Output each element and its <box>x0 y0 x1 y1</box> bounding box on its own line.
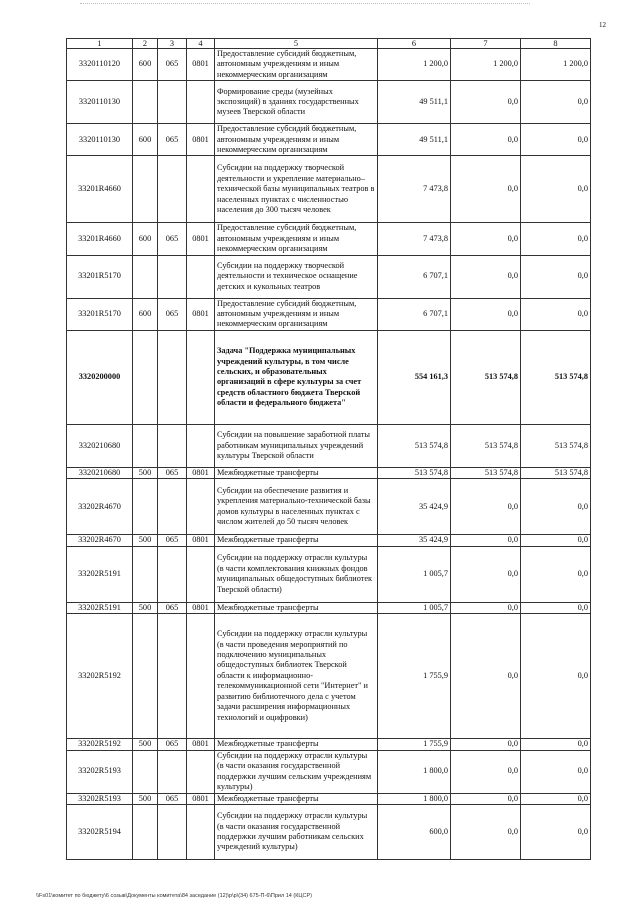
table-row <box>67 614 591 739</box>
table-row <box>67 479 591 535</box>
row-col-4 <box>187 546 215 602</box>
row-code: 33201R5170 <box>67 255 133 298</box>
row-value-col-8: 0,0 <box>521 804 591 859</box>
row-col-4: 0801 <box>187 298 215 330</box>
row-col-4 <box>187 804 215 859</box>
row-value-col-8: 0,0 <box>521 81 591 124</box>
row-value-col-7: 0,0 <box>451 739 521 750</box>
row-description: Субсидии на повышение заработной платы работникам муниципальных учреждений культуры Тверской области <box>215 424 378 467</box>
header-cell: 5 <box>215 39 378 49</box>
row-value-col-7: 0,0 <box>451 255 521 298</box>
table-row <box>67 739 591 750</box>
row-description: Субсидии на поддержку отрасли культуры (в части оказания государственной поддержки лучшим работникам сельских учреждений культуры) <box>215 804 378 859</box>
row-value-col-6: 1 755,9 <box>378 614 451 739</box>
row-col-4: 0801 <box>187 535 215 546</box>
row-value-col-6: 35 424,9 <box>378 479 451 535</box>
row-value-col-8: 0,0 <box>521 614 591 739</box>
row-value-col-6: 1 800,0 <box>378 793 451 804</box>
row-col-2 <box>133 750 158 793</box>
row-value-col-6: 513 574,8 <box>378 424 451 467</box>
table-row <box>67 535 591 546</box>
row-value-col-8: 513 574,8 <box>521 424 591 467</box>
row-col-2 <box>133 330 158 424</box>
table-row <box>67 255 591 298</box>
header-cell: 1 <box>67 39 133 49</box>
row-description: Предоставление субсидий бюджетным, автономным учреждениям и иным некоммерческим организациям <box>215 124 378 156</box>
row-col-2 <box>133 81 158 124</box>
header-cell: 7 <box>451 39 521 49</box>
row-col-4: 0801 <box>187 223 215 255</box>
row-description: Межбюджетные трансферты <box>215 467 378 478</box>
row-col-2: 600 <box>133 298 158 330</box>
file-path-footer: \\Fs01\комитет по бюджету\6 созыв\Документы комитета\84 заседание (12)\р\р\(34) 675-П-6\Прил 14 (КЦСР) <box>36 893 312 899</box>
scan-artifact <box>80 3 530 6</box>
row-description: Предоставление субсидий бюджетным, автономным учреждениям и иным некоммерческим организациям <box>215 49 378 81</box>
row-code: 33202R5193 <box>67 793 133 804</box>
row-value-col-7: 0,0 <box>451 156 521 223</box>
table-row <box>67 124 591 156</box>
row-value-col-7: 0,0 <box>451 750 521 793</box>
row-col-3 <box>158 804 187 859</box>
table-row <box>67 804 591 859</box>
row-value-col-6: 1 755,9 <box>378 739 451 750</box>
table-row <box>67 81 591 124</box>
row-code: 33202R5192 <box>67 614 133 739</box>
table-row <box>67 49 591 81</box>
row-col-4: 0801 <box>187 124 215 156</box>
header-row <box>67 39 591 49</box>
row-description: Формирование среды (музейных экспозиций) в зданиях государственных музеев Тверской области <box>215 81 378 124</box>
row-col-3 <box>158 330 187 424</box>
table-row <box>67 298 591 330</box>
row-code: 3320210680 <box>67 467 133 478</box>
row-col-3 <box>158 424 187 467</box>
row-col-4 <box>187 156 215 223</box>
row-col-3: 065 <box>158 223 187 255</box>
row-value-col-7: 0,0 <box>451 223 521 255</box>
row-col-2: 500 <box>133 602 158 613</box>
row-value-col-6: 1 005,7 <box>378 602 451 613</box>
row-value-col-8: 0,0 <box>521 602 591 613</box>
row-value-col-8: 0,0 <box>521 793 591 804</box>
budget-table <box>66 38 591 860</box>
row-code: 3320110120 <box>67 49 133 81</box>
row-description: Субсидии на обеспечение развития и укрепления материально-технической базы домов культуры в населенных пунктах с числом жителей до 50 тысяч человек <box>215 479 378 535</box>
row-value-col-7: 0,0 <box>451 602 521 613</box>
row-col-3 <box>158 546 187 602</box>
table-row <box>67 750 591 793</box>
row-code: 3320110130 <box>67 124 133 156</box>
row-col-2 <box>133 479 158 535</box>
row-col-2: 500 <box>133 535 158 546</box>
row-col-3: 065 <box>158 739 187 750</box>
row-col-3 <box>158 255 187 298</box>
row-code: 33201R4660 <box>67 156 133 223</box>
row-col-2 <box>133 804 158 859</box>
table-row <box>67 424 591 467</box>
table-row <box>67 793 591 804</box>
row-code: 33202R4670 <box>67 535 133 546</box>
row-value-col-8: 0,0 <box>521 124 591 156</box>
row-code: 33202R5192 <box>67 739 133 750</box>
table-row <box>67 602 591 613</box>
row-description: Предоставление субсидий бюджетным, автономным учреждениям и иным некоммерческим организациям <box>215 298 378 330</box>
row-value-col-7: 513 574,8 <box>451 467 521 478</box>
row-value-col-8: 0,0 <box>521 535 591 546</box>
row-col-3 <box>158 81 187 124</box>
row-col-2: 500 <box>133 793 158 804</box>
row-col-4: 0801 <box>187 793 215 804</box>
row-col-4: 0801 <box>187 467 215 478</box>
row-col-2: 600 <box>133 124 158 156</box>
row-value-col-6: 49 511,1 <box>378 124 451 156</box>
table-row <box>67 546 591 602</box>
row-code: 33202R5191 <box>67 602 133 613</box>
row-code: 33201R5170 <box>67 298 133 330</box>
row-description: Задача "Поддержка муниципальных учреждений культуры, в том числе сельских, и образовательных организаций в сфере культуры за счет средств областного бюджета Тверской области и федерального бюджета" <box>215 330 378 424</box>
row-description: Субсидии на поддержку отрасли культуры (в части оказания государственной поддержки лучшим сельским учреждениям культуры) <box>215 750 378 793</box>
row-col-2 <box>133 424 158 467</box>
page-number: 12 <box>599 21 606 29</box>
row-value-col-6: 7 473,8 <box>378 156 451 223</box>
row-col-3: 065 <box>158 467 187 478</box>
row-col-2 <box>133 614 158 739</box>
row-value-col-8: 0,0 <box>521 255 591 298</box>
row-col-4: 0801 <box>187 602 215 613</box>
row-col-3: 065 <box>158 298 187 330</box>
row-col-4 <box>187 614 215 739</box>
row-value-col-7: 0,0 <box>451 614 521 739</box>
row-value-col-7: 0,0 <box>451 298 521 330</box>
row-col-3 <box>158 479 187 535</box>
row-value-col-7: 0,0 <box>451 546 521 602</box>
row-col-4 <box>187 81 215 124</box>
row-description: Межбюджетные трансферты <box>215 602 378 613</box>
row-value-col-8: 0,0 <box>521 298 591 330</box>
row-value-col-6: 6 707,1 <box>378 255 451 298</box>
row-col-3 <box>158 156 187 223</box>
row-value-col-8: 0,0 <box>521 479 591 535</box>
row-code: 33201R4660 <box>67 223 133 255</box>
row-code: 33202R5194 <box>67 804 133 859</box>
row-col-2 <box>133 156 158 223</box>
row-value-col-7: 0,0 <box>451 81 521 124</box>
table-row <box>67 330 591 424</box>
row-col-4: 0801 <box>187 49 215 81</box>
header-cell: 8 <box>521 39 591 49</box>
row-description: Субсидии на поддержку творческой деятельности и техническое оснащение детских и кукольных театров <box>215 255 378 298</box>
row-col-2 <box>133 255 158 298</box>
row-col-3: 065 <box>158 49 187 81</box>
row-value-col-6: 513 574,8 <box>378 467 451 478</box>
row-value-col-7: 513 574,8 <box>451 424 521 467</box>
row-description: Межбюджетные трансферты <box>215 739 378 750</box>
row-col-4 <box>187 479 215 535</box>
row-col-4 <box>187 255 215 298</box>
row-value-col-6: 554 161,3 <box>378 330 451 424</box>
row-value-col-6: 1 200,0 <box>378 49 451 81</box>
row-value-col-8: 0,0 <box>521 739 591 750</box>
row-col-4 <box>187 750 215 793</box>
row-value-col-7: 0,0 <box>451 479 521 535</box>
row-description: Субсидии на поддержку творческой деятельности и укрепление материально–технической базы муниципальных театров в населенных пунктах с численностью населения до 300 тысяч человек <box>215 156 378 223</box>
row-value-col-7: 0,0 <box>451 793 521 804</box>
row-code: 33202R5193 <box>67 750 133 793</box>
row-value-col-6: 7 473,8 <box>378 223 451 255</box>
row-code: 3320110130 <box>67 81 133 124</box>
row-value-col-8: 0,0 <box>521 223 591 255</box>
row-value-col-8: 0,0 <box>521 156 591 223</box>
row-description: Предоставление субсидий бюджетным, автономным учреждениям и иным некоммерческим организациям <box>215 223 378 255</box>
row-description: Субсидии на поддержку отрасли культуры (в части комплектования книжных фондов муниципальных общедоступных библиотек Тверской области) <box>215 546 378 602</box>
row-code: 33202R4670 <box>67 479 133 535</box>
row-col-4 <box>187 330 215 424</box>
row-value-col-7: 0,0 <box>451 535 521 546</box>
table-row <box>67 467 591 478</box>
row-value-col-7: 0,0 <box>451 804 521 859</box>
header-cell: 6 <box>378 39 451 49</box>
row-value-col-6: 49 511,1 <box>378 81 451 124</box>
row-description: Межбюджетные трансферты <box>215 793 378 804</box>
row-col-2: 500 <box>133 467 158 478</box>
row-col-3: 065 <box>158 793 187 804</box>
row-col-2: 600 <box>133 223 158 255</box>
row-value-col-8: 0,0 <box>521 750 591 793</box>
row-col-4 <box>187 424 215 467</box>
row-col-3: 065 <box>158 124 187 156</box>
row-value-col-6: 35 424,9 <box>378 535 451 546</box>
row-value-col-6: 6 707,1 <box>378 298 451 330</box>
row-col-3 <box>158 614 187 739</box>
row-value-col-8: 513 574,8 <box>521 467 591 478</box>
row-value-col-7: 0,0 <box>451 124 521 156</box>
row-col-3: 065 <box>158 535 187 546</box>
row-value-col-8: 0,0 <box>521 546 591 602</box>
table-row <box>67 223 591 255</box>
row-col-2 <box>133 546 158 602</box>
row-col-4: 0801 <box>187 739 215 750</box>
table-row <box>67 156 591 223</box>
row-code: 3320200000 <box>67 330 133 424</box>
row-col-2: 500 <box>133 739 158 750</box>
header-cell: 3 <box>158 39 187 49</box>
row-value-col-7: 513 574,8 <box>451 330 521 424</box>
row-col-3: 065 <box>158 602 187 613</box>
row-value-col-6: 600,0 <box>378 804 451 859</box>
row-description: Субсидии на поддержку отрасли культуры (в части проведения мероприятий по подключению муниципальных общедоступных библиотек Тверской области к информационно-телекоммуникационной сети "Интернет" и развитию библиотечного дела с учетом задачи расширения информационных технологий и оцифровки) <box>215 614 378 739</box>
row-description: Межбюджетные трансферты <box>215 535 378 546</box>
row-value-col-8: 1 200,0 <box>521 49 591 81</box>
row-col-2: 600 <box>133 49 158 81</box>
row-value-col-6: 1 005,7 <box>378 546 451 602</box>
row-col-3 <box>158 750 187 793</box>
row-value-col-7: 1 200,0 <box>451 49 521 81</box>
row-code: 3320210680 <box>67 424 133 467</box>
header-cell: 4 <box>187 39 215 49</box>
row-code: 33202R5191 <box>67 546 133 602</box>
row-value-col-6: 1 800,0 <box>378 750 451 793</box>
row-value-col-8: 513 574,8 <box>521 330 591 424</box>
header-cell: 2 <box>133 39 158 49</box>
